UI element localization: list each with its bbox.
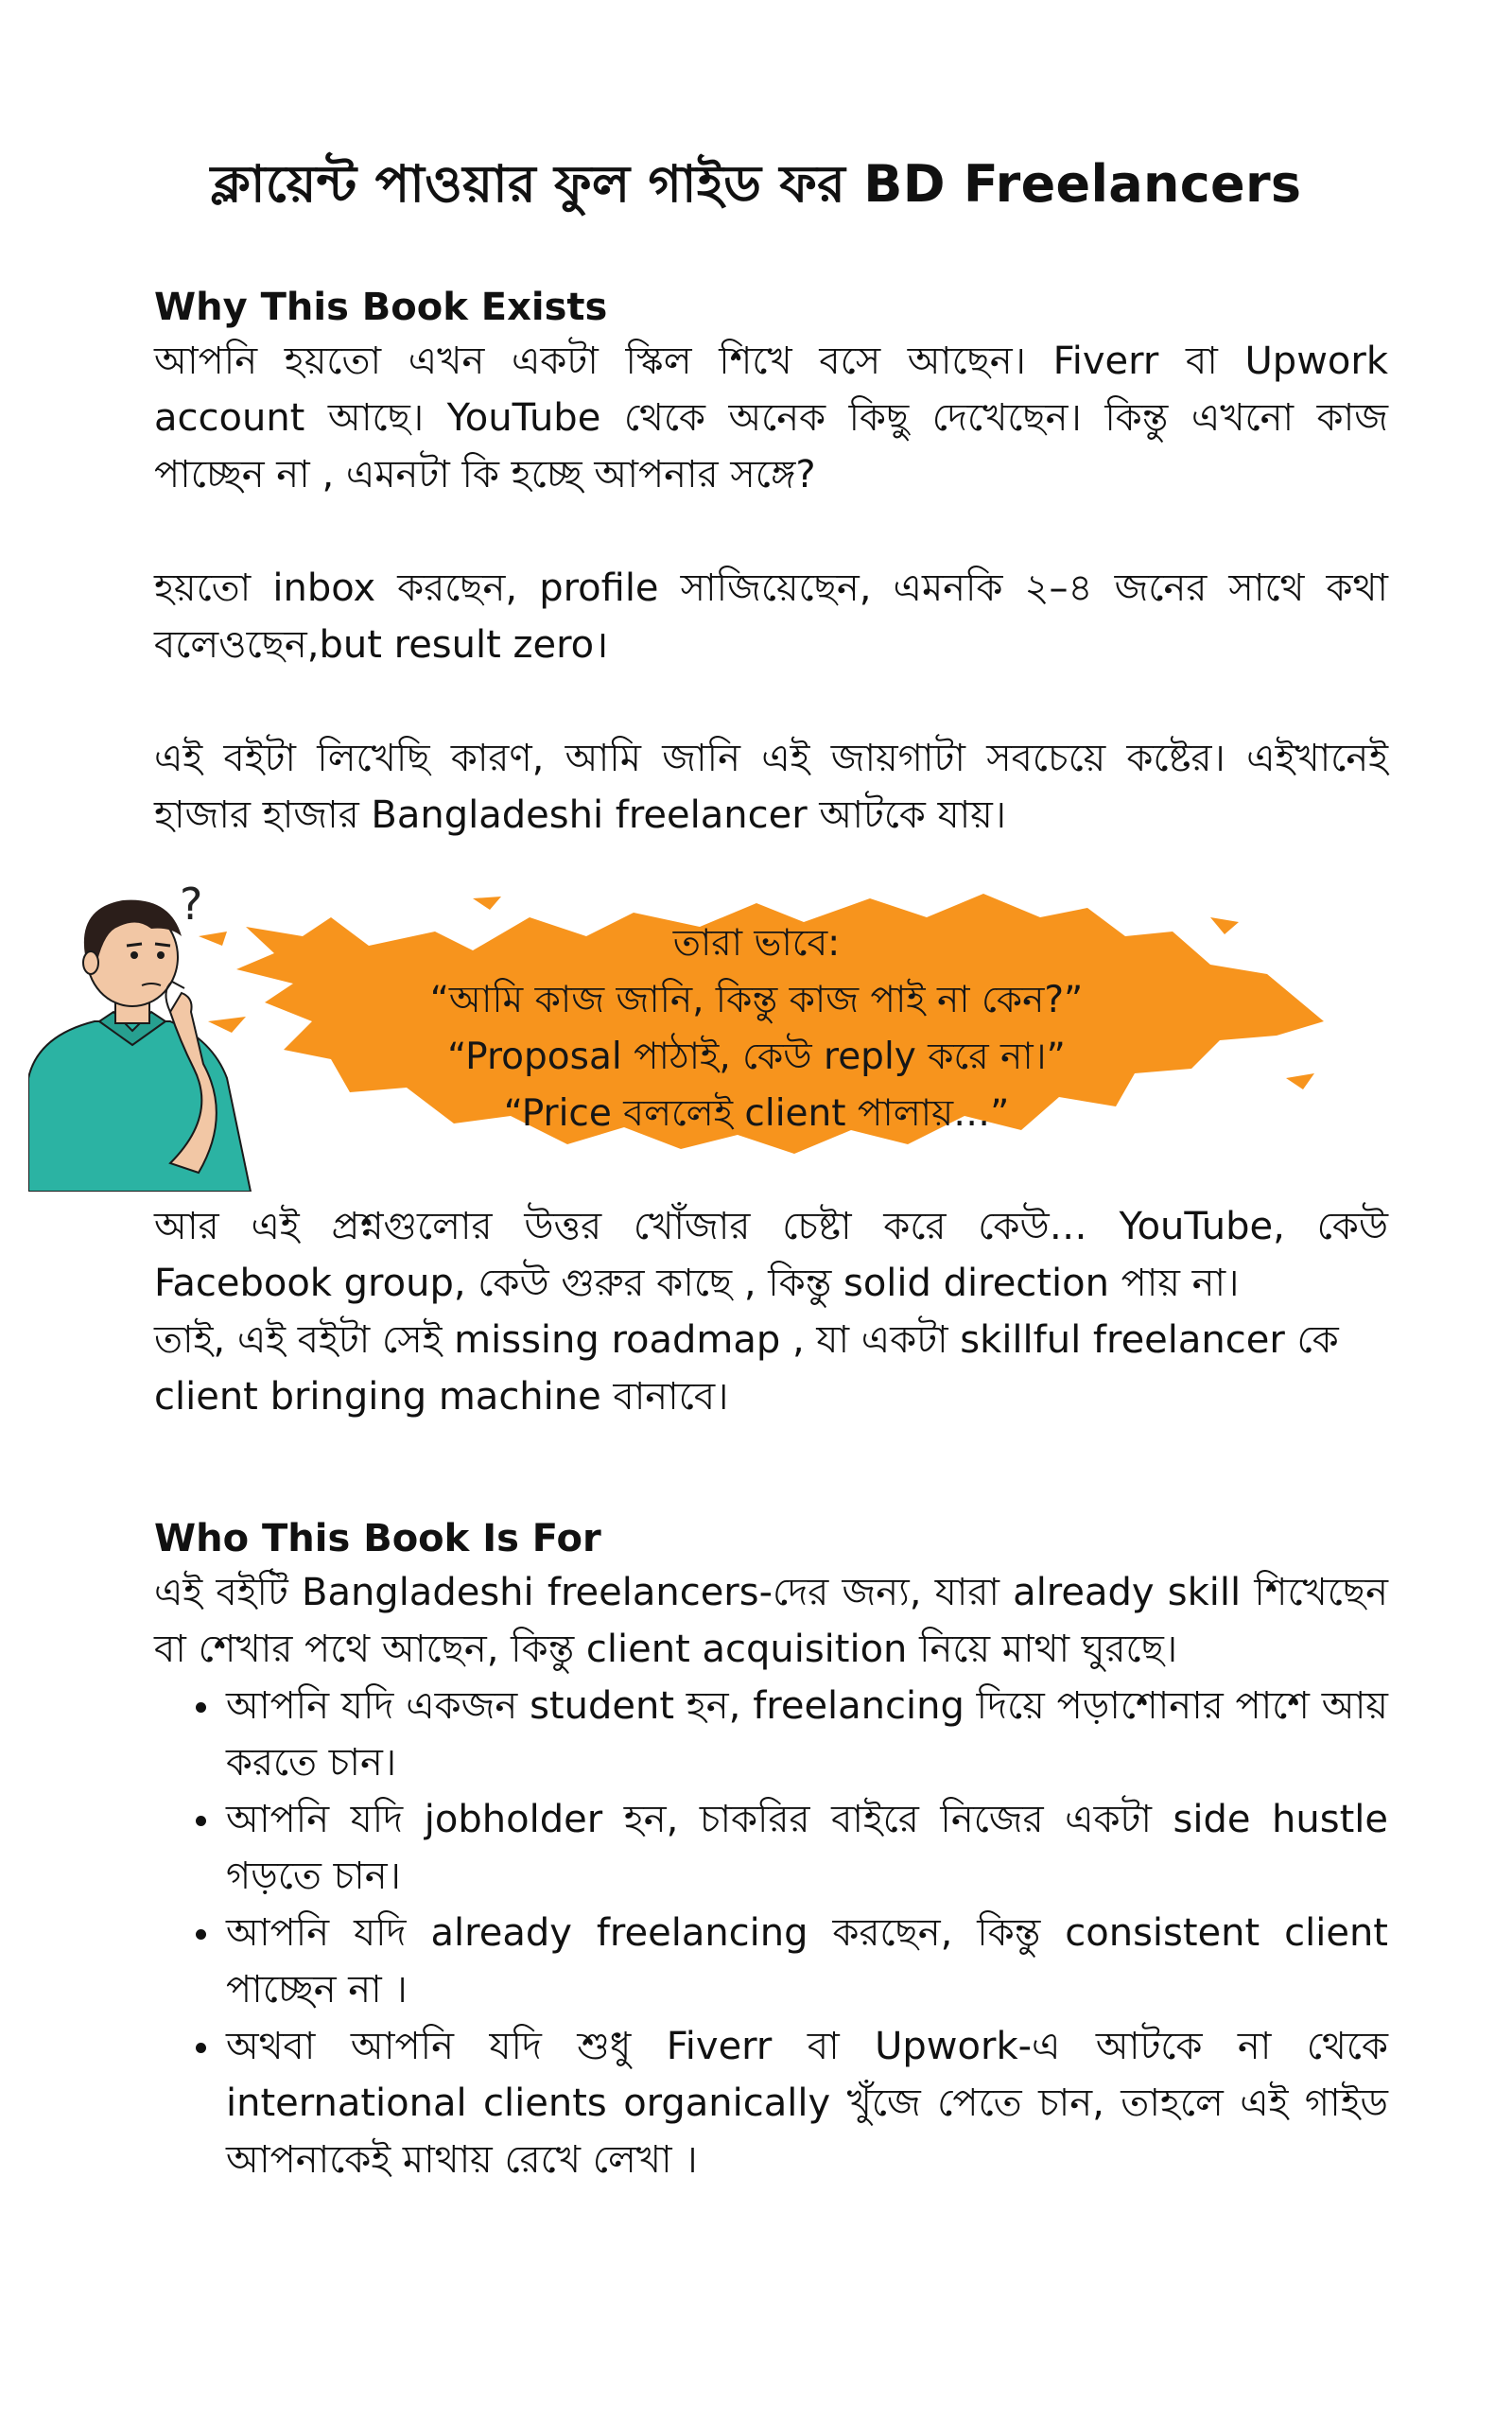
paragraph: এই বইটি Bangladeshi freelancers-দের জন্য, যারা already skill শিখেছেন বা শেখার পথে আছেন, কিন্তু client acquisition নিয়ে মাথা ঘুরছে।: [154, 1571, 1388, 1671]
quote-line: তারা ভাবে:: [672, 922, 841, 965]
quote-text: [312, 915, 1201, 1142]
list-item-text: আপনি যদি jobholder হন, চাকরির বাইরে নিজের একটা side hustle গড়তে চান।: [226, 1798, 1388, 1898]
list-item-text: আপনি যদি already freelancing করছেন, কিন্তু consistent client পাচ্ছেন না ।: [226, 1911, 1388, 2012]
section-heading-who: Who This Book Is For: [154, 1517, 601, 1560]
question-mark-icon: ?: [180, 880, 203, 930]
quote-line: “Price বললেই client পালায়…”: [503, 1092, 1010, 1135]
quote-line: “Proposal পাঠাই, কেউ reply করে না।”: [447, 1036, 1066, 1078]
list-item: [154, 1791, 1388, 1905]
quote-callout: [0, 880, 1512, 1201]
section-why: [154, 282, 1388, 844]
bullet-icon: [196, 1702, 206, 1713]
paragraph: তাই, এই বইটা সেই missing roadmap , যা একটা skillful freelancer কে client bringing machine বানাবে।: [154, 1318, 1339, 1419]
quote-line: “আমি কাজ জানি, কিন্তু কাজ পাই না কেন?”: [429, 979, 1084, 1021]
audience-list: [154, 1678, 1388, 2188]
list-item: [154, 1678, 1388, 1791]
paragraph: এই বইটা লিখেছি কারণ, আমি জানি এই জায়গাটা সবচেয়ে কষ্টের। এইখানেই হাজার হাজার Bangladeshi freelancer আটকে যায়।: [154, 737, 1388, 837]
bullet-icon: [196, 1816, 206, 1826]
bullet-icon: [196, 1929, 206, 1940]
list-item-text: অথবা আপনি যদি শুধু Fiverr বা Upwork-এ আটকে না থেকে international clients organically খুঁজে পেতে চান, তাহলে এই গাইড আপনাকেই মাথায় রেখে লেখা ।: [226, 2025, 1388, 2182]
paragraph: হয়তো inbox করছেন, profile সাজিয়েছেন, এমনকি ২–৪ জনের সাথে কথা বলেওছেন,but result zero।: [154, 566, 1388, 667]
section-who: [154, 1513, 1388, 2188]
list-item-text: আপনি যদি একজন student হন, freelancing দিয়ে পড়াশোনার পাশে আয় করতে চান।: [226, 1684, 1388, 1785]
paragraph: আর এই প্রশ্নগুলোর উত্তর খোঁজার চেষ্টা করে কেউ… YouTube, কেউ Facebook group, কেউ গুরুর কাছে , কিন্তু solid direction পায় না।: [154, 1205, 1388, 1305]
bullet-icon: [196, 2043, 206, 2053]
page-title: ক্লায়েন্ট পাওয়ার ফুল গাইড ফর BD Freelancers: [210, 154, 1302, 214]
thinking-man-illustration: [28, 880, 255, 1192]
section-why-continued: [154, 1198, 1388, 1425]
list-item: [154, 1905, 1388, 2018]
section-heading-why: Why This Book Exists: [154, 286, 608, 329]
paragraph: আপনি হয়তো এখন একটা স্কিল শিখে বসে আছেন। Fiverr বা Upwork account আছে। YouTube থেকে অনেক কিছু দেখেছেন। কিন্তু এখনো কাজ পাচ্ছেন না , এমনটা কি হচ্ছে আপনার সঙ্গে?: [154, 340, 1388, 496]
list-item: [154, 2018, 1388, 2188]
